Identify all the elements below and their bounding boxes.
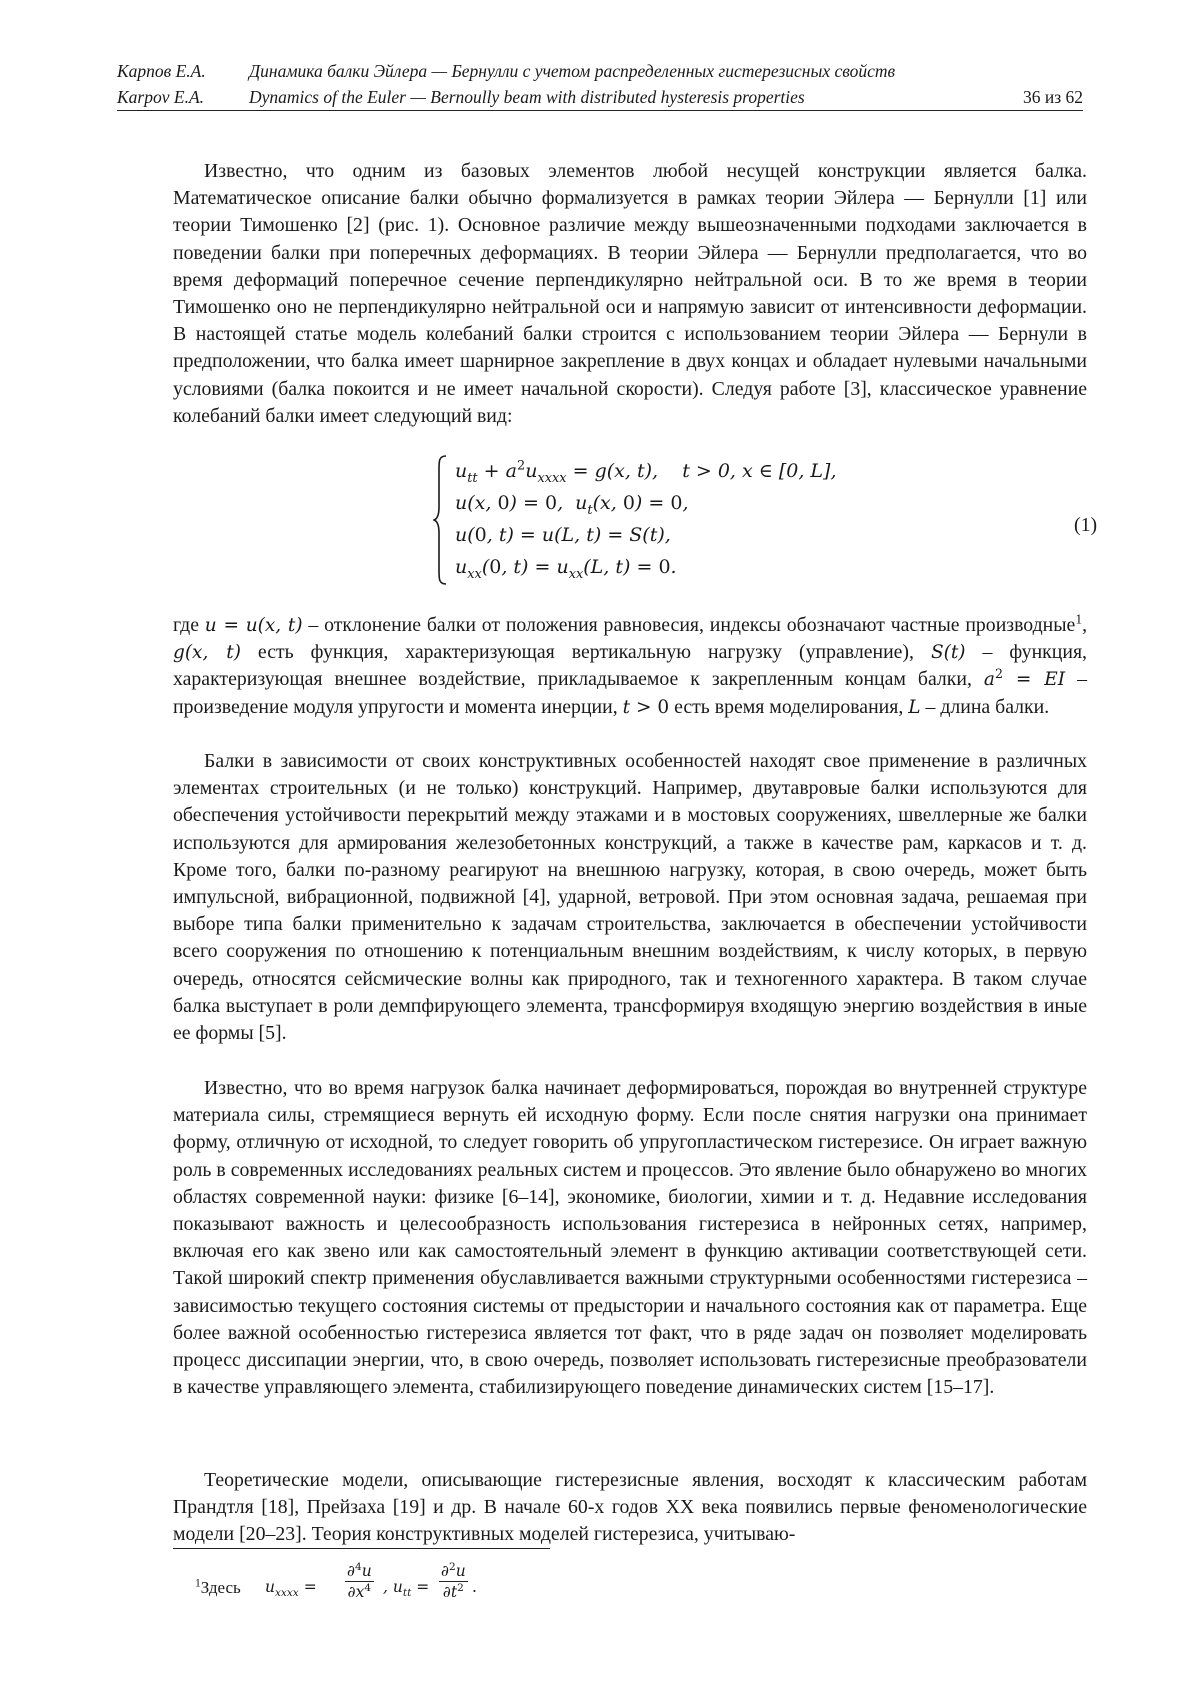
paragraph-hysteresis: Известно, что во время нагрузок балка начинает деформироваться, порождая во внутренней структуре материала силы, стремящиеся вернуть ей исходную форму. Если после снятия нагрузки она принимает форму, отличную от исходной, то следует говорить об упругопластическом гистерезисе. Он играет важную роль в современных исследованиях реальных систем и процессов. Это явление было обнаружено во многих областях современной науки: физике [6–14], экономике, биологии, химии и т. д. Недавние исследования показывают важность и целесообразность использования гистерезиса в нейронных сетях, например, включая его как звено или как самостоятельный элемент в функцию активации соответствующей сети. Такой широкий спектр применения обуславливается важными структурными особенностями гистерезиса – зависимостью текущего состояния системы от предыстории и начального состояния как от параметра. Еще более важной особенностью гистерезиса является тот факт, что в ряде задач он позволяет моделировать процесс диссипации энергии, что, в свою очередь, позволяет использовать гистерезисные преобразователи в качестве управляющего элемента, стабилизирующего поведение динамических систем [15–17]. [173, 1077, 1087, 1399]
p2-text-d: – функция, характеризующая внешнее воздействие, прикладываемое к закрепленным концам балки, [173, 641, 1087, 691]
equation-number: (1) [1074, 514, 1098, 536]
p2-text-b: – отклонение балки от положения равновесия, индексы обозначают частные производные [302, 614, 1076, 636]
paragraph-models: Теоретические модели, описывающие гистерезисные явления, восходят к классическим работам Прандтля [18], Прейзаха [19] и др. В начале 60-х годов XX века появились первые феноменологические модели [20–23]. Теория конструктивных моделей гистерезиса, учитываю- [173, 1469, 1087, 1546]
p2-text-a: где [173, 614, 205, 636]
footnote-uxxxx: $u_{xxxx}$ = [265, 1578, 317, 1600]
equation-line-1: $u_{tt} + a^2u_{xxxx} = g(x$, t), t > 0, x ∈ [0, L], [455, 458, 837, 486]
footnote-mark: 1 [195, 1576, 201, 1590]
p2-text-g: – длина балки. [920, 695, 1050, 718]
math-u-def: u = u(x, t) [204, 615, 303, 636]
math-t: t > 0 [622, 696, 670, 718]
equation-line-3: u(0, t) = u(L, t) = S(t), [455, 524, 671, 546]
equation-system [433, 455, 933, 585]
header-ru-title: Динамика балки Эйлера — Бернулли с учетом распределенных гистерезисных свойств [249, 61, 896, 81]
page-number: 36 из 62 [1022, 87, 1083, 107]
footnote-rule [173, 1548, 550, 1549]
header-rule [117, 110, 1083, 111]
footnote-text: Здесь [200, 1578, 241, 1597]
header-en-row [117, 84, 1083, 110]
footnote-period: . [472, 1578, 477, 1596]
math-l: L [908, 696, 921, 718]
p2-text-e: – произведение модуля упругости и момента инерции, [173, 668, 1087, 718]
equation-line-2: u(x, 0) = 0, $u_t(x$, 0) = 0, [455, 492, 689, 518]
p2-text-f: есть время моделирования, [669, 695, 909, 718]
header-ru-row [117, 58, 1083, 84]
header-en-title: Dynamics of the Euler — Bernoully beam with distributed hysteresis properties [249, 87, 805, 107]
footnote-ref: 1 [1075, 611, 1083, 627]
fraction-d2u-dt2: $\frac{\partial^2u}{\partial t^2}$ [441, 1560, 466, 1601]
equation-condition: t > 0, x ∈ [0, L], [682, 460, 837, 482]
math-s: S(t) [930, 642, 966, 664]
fraction-d4u-dx4: $\frac{\partial^4u}{\partial x^4}$ [347, 1560, 372, 1601]
math-g: g(x, t) [173, 642, 241, 664]
footnote-utt: , $u_{tt}$ = [383, 1578, 430, 1600]
left-brace [433, 455, 447, 585]
p2-text-c: есть функция, характеризующая вертикальную нагрузку (управление), [240, 641, 931, 664]
equation-line-4: $u_{xx}(0$, $t) = u_{xx}(L$, t) = 0. [455, 556, 677, 582]
header-en-author: Karpov E.A. [117, 87, 205, 107]
paragraph-intro: Известно, что одним из базовых элементов любой несущей конструкции является балка. Математическое описание балки обычно формализуется в рамках теории Эйлера — Бернулли [1] или теории Тимошенко [2] (рис. 1). Основное различие между вышеозначенными подходами заключается в поведении балки при поперечных деформациях. В теории Эйлера — Бернулли предполагается, что во время деформаций поперечное сечение перпендикулярно нейтральной оси. В то же время в теории Тимошенко оно не перпендикулярно нейтральной оси и напрямую зависит от интенсивности деформации. В настоящей статье модель колебаний балки строится с использованием теории Эйлера — Бернули в предположении, что балка имеет шарнирное закрепление в двух концах и обладает нулевыми начальными условиями (балка покоится и не имеет начальной скорости). Следуя работе [3], классическое уравнение колебаний балки имеет следующий вид: [173, 160, 1087, 427]
running-header [117, 58, 1083, 110]
paragraph-notation: где u = u(x, t) – отклонение балки от положения равновесия, индексы обозначают частные производные$^1$, g(x, t) есть функция, характеризующая вертикальную нагрузку (управление), S(t) – функция, характеризующая внешнее воздействие, прикладываемое к закрепленным концам балки, $a^2$ = EI – произведение модуля упругости и момента инерции, t > 0 есть время моделирования, L – длина балки. [173, 611, 1088, 718]
paragraph-beams: Балки в зависимости от своих конструктивных особенностей находят свое применение в различных элементах строительных (и не только) конструкций. Например, двутавровые балки используются для обеспечения устойчивости перекрытий между этажами и в мостовых сооружениях, швеллерные же балки используются для армирования железобетонных конструкций, а также в качестве рам, каркасов и т. д. Кроме того, балки по-разному реагируют на внешнюю нагрузку, которая, в свою очередь, может быть импульсной, вибрационной, подвижной [4], ударной, ветровой. При этом основная задача, решаемая при выборе типа балки применительно к задачам строительства, заключается в обеспечении устойчивости всего сооружения по отношению к потенциальным внешним воздействиям, к числу которых, в первую очередь, относятся сейсмические волны как природного, так и техногенного характера. В таком случае балка выступает в роли демпфирующего элемента, трансформируя входящую энергию воздействия в иные ее формы [5]. [173, 750, 1087, 1045]
header-ru-author: Карпов Е.А. [117, 61, 206, 81]
math-a2: $a^2$ = EI [983, 666, 1066, 691]
footnote-label [195, 1578, 241, 1598]
